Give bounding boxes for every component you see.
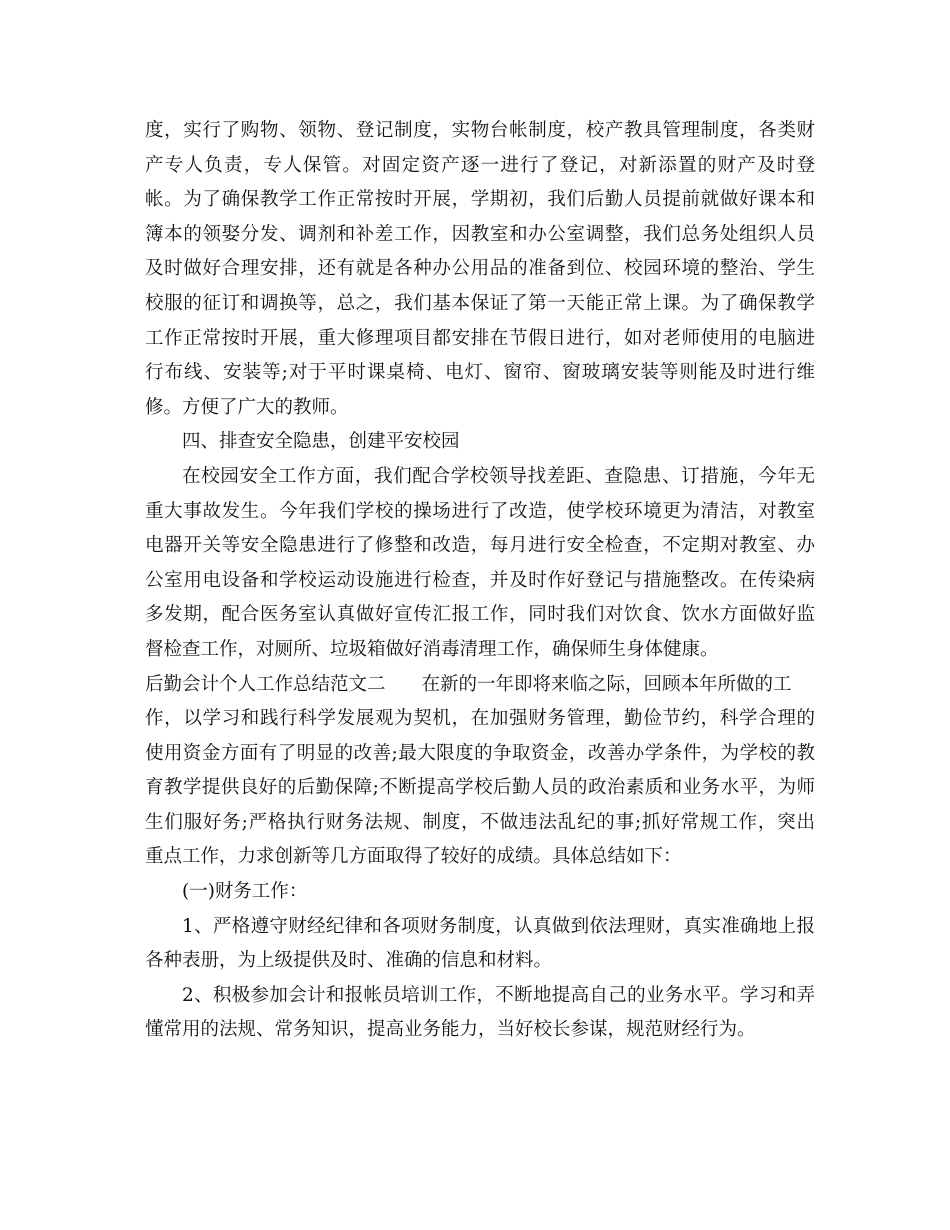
subheading-finance-work [145,875,815,910]
text-line: 多发期，配合医务室认真做好宣传汇报工作，同时我们对饮食、饮水方面做好监 [145,604,815,626]
text-line: 修。方便了广大的教师。 [145,396,349,418]
heading-text: 四、排查安全隐患，创建平安校园 [182,431,460,453]
heading-text: (一)财务工作： [182,881,308,903]
text-line: 度，实行了购物、领物、登记制度，实物台帐制度，校产教具管理制度，各类财 [145,120,815,141]
paragraph-logistics-management [145,114,815,425]
text-line: 各种表册，为上级提供及时、准确的信息和材料。 [145,950,553,972]
text-line: 重大事故发生。今年我们学校的操场进行了改造，使学校环境更为清洁，对教室 [145,500,815,522]
article-first-sentence: 在新的一年即将来临之际，回顾本年所做的工 [421,673,792,695]
text-line: 校服的征订和调换等，总之，我们基本保证了第一天能正常上课。为了确保教学 [145,292,815,314]
text-line: 生们服好务;严格执行财务法规、制度，不做违法乱纪的事;抓好常规工作，突出 [145,811,815,833]
text-line: 重点工作，力求创新等几方面取得了较好的成绩。具体总结如下： [145,846,682,868]
text-line: 1、严格遵守财经纪律和各项财务制度，认真做到依法理财，真实准确地上报 [182,915,815,937]
text-line: 2、积极参加会计和报帐员培训工作，不断地提高自己的业务水平。学习和弄 [182,984,815,1006]
text-line: 作，以学习和践行科学发展观为契机，在加强财务管理，勤俭节约，科学合理的 [145,708,815,730]
text-line: 及时做好合理安排，还有就是各种办公用品的准备到位、校园环境的整治、学生 [145,258,815,280]
text-line: 督检查工作，对厕所、垃圾箱做好消毒清理工作，确保师生身体健康。 [145,638,719,660]
text-line: 簿本的领娶分发、调剂和补差工作，因教室和办公室调整，我们总务处组织人员 [145,223,815,245]
paragraph-campus-safety [145,460,815,668]
text-line: 公室用电设备和学校运动设施进行检查，并及时作好登记与措施整改。在传染病 [145,569,815,591]
text-line: 行布线、安装等;对于平时课桌椅、电灯、窗帘、窗玻璃安装等则能及时进行维 [145,362,815,384]
text-line [145,668,815,703]
list-item-finance-2 [145,979,815,1048]
text-line: 帐。为了确保教学工作正常按时开展，学期初，我们后勤人员提前就做好课本和 [145,189,815,211]
document-body [145,114,815,1048]
text-line: 育教学提供良好的后勤保障;不断提高学校后勤人员的政治素质和业务水平，为师 [145,777,815,799]
section-heading-safety [145,425,815,460]
text-line: 工作正常按时开展，重大修理项目都安排在节假日进行，如对老师使用的电脑进 [145,327,815,349]
article-title: 后勤会计个人工作总结范文二 [145,673,386,695]
paragraph-sample-two [145,668,815,876]
list-item-finance-1 [145,910,815,979]
text-line: 懂常用的法规、常务知识，提高业务能力，当好校长参谋，规范财经行为。 [145,1019,756,1041]
text-line: 在校园安全工作方面，我们配合学校领导找差距、查隐患、订措施，今年无 [182,465,815,487]
text-line: 电器开关等安全隐患进行了修整和改造，每月进行安全检查，不定期对教室、办 [145,535,815,557]
text-line: 产专人负责，专人保管。对固定资产逐一进行了登记，对新添置的财产及时登 [145,154,815,176]
text-line: 使用资金方面有了明显的改善;最大限度的争取资金，改善办学条件，为学校的教 [145,742,815,764]
